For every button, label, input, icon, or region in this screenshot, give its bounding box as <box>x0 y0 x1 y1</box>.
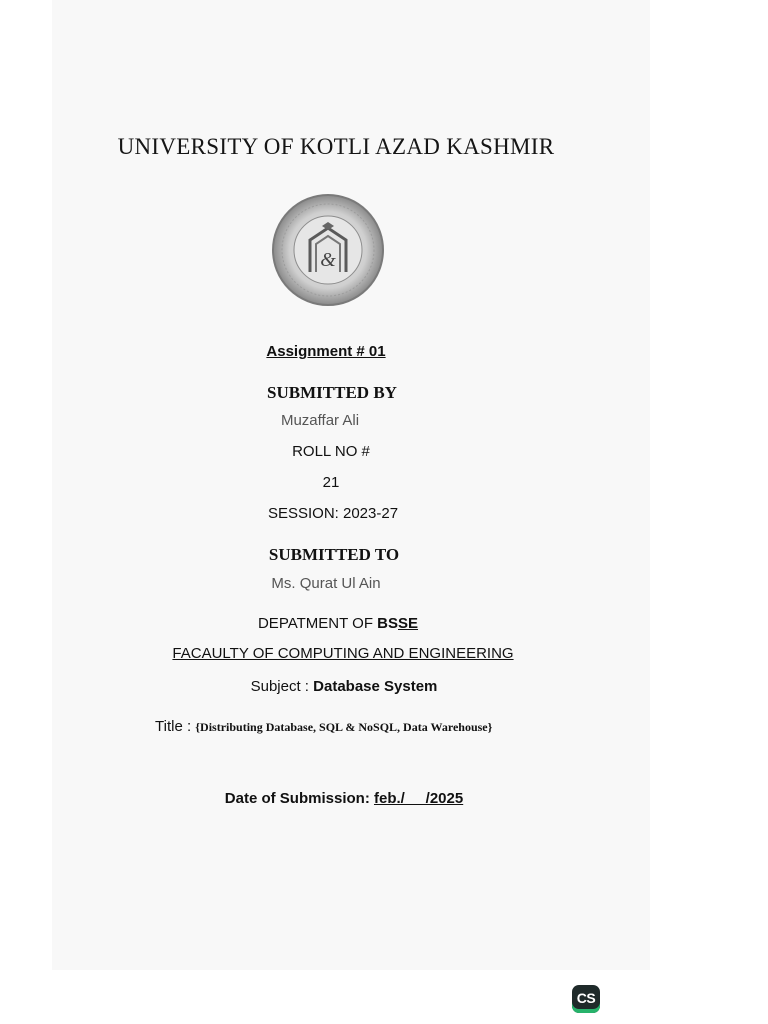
department-code-underlined: SE <box>398 615 419 632</box>
roll-no-value: 21 <box>322 474 340 491</box>
camscanner-logo-icon: CS <box>572 985 600 1013</box>
subject-value: Database System <box>313 678 438 695</box>
submitted-by-label: SUBMITTED BY <box>267 383 397 402</box>
student-name: Muzaffar Ali <box>280 412 360 429</box>
submission-date-line <box>225 790 463 807</box>
submission-date-label: Date of Submission: <box>224 790 374 807</box>
title-label: Title : <box>155 718 196 735</box>
roll-no-label: ROLL NO # <box>292 443 370 460</box>
university-name: UNIVERSITY OF KOTLI AZAD KASHMIR <box>117 134 555 159</box>
department-code-plain: BS <box>377 615 399 632</box>
university-seal-icon <box>270 192 386 308</box>
department-prefix: DEPATMENT OF <box>257 615 378 632</box>
subject-label: Subject : <box>250 678 314 695</box>
subject-line <box>251 678 438 695</box>
title-value: {Distributing Database, SQL & NoSQL, Data Warehouse} <box>195 720 493 734</box>
department <box>258 615 418 632</box>
teacher-name: Ms. Qurat Ul Ain <box>271 575 381 592</box>
session: SESSION: 2023-27 <box>267 505 399 522</box>
seal-letter: & <box>320 249 336 271</box>
title-line <box>155 716 492 735</box>
submission-date-value: feb./ /2025 <box>373 790 464 807</box>
submitted-to-label: SUBMITTED TO <box>268 545 400 564</box>
faculty-name: FACAULTY OF COMPUTING AND ENGINEERING <box>172 645 514 662</box>
assignment-number: Assignment # 01 <box>266 343 386 360</box>
